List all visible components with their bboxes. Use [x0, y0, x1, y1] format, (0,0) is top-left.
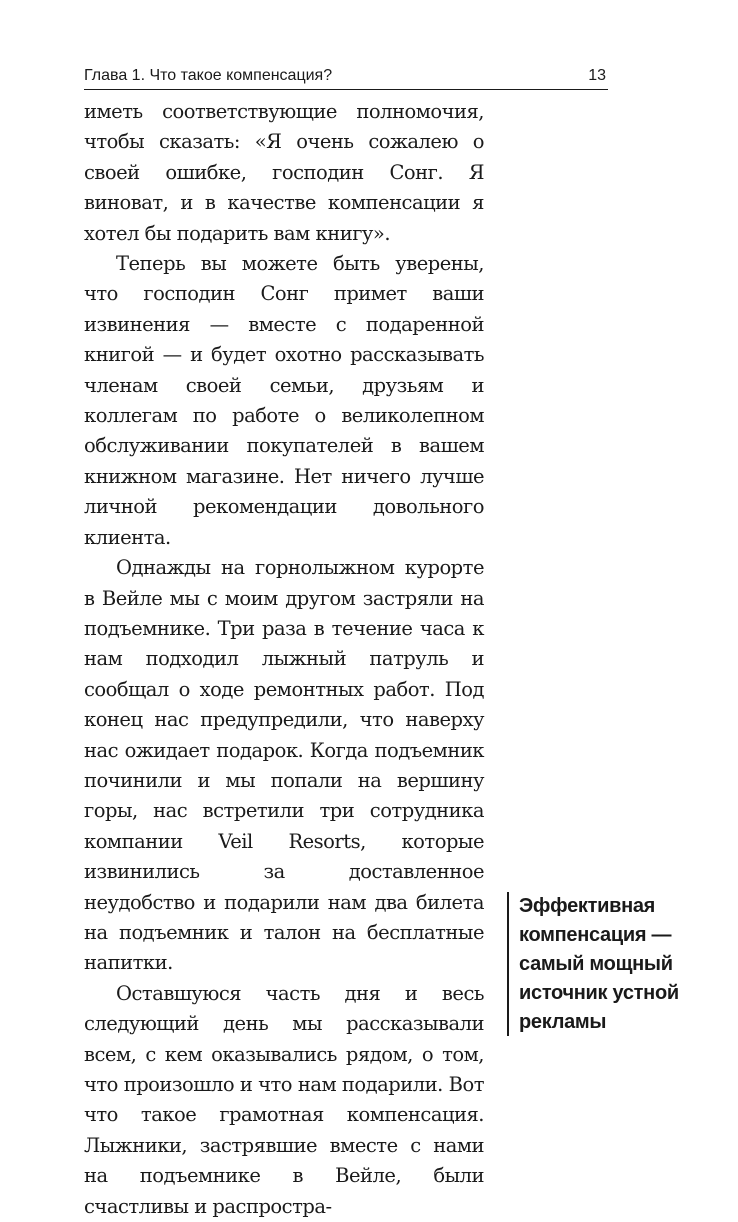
callout-line-1: Эффективная: [519, 895, 656, 917]
paragraph-1: иметь соответствующие полномочия, чтобы сказать: «Я очень сожалею о своей ошибке, господин Сонг. Я виноват, и в качестве компенсации я хотел бы подарить вам книгу».: [84, 100, 484, 245]
margin-callout: [507, 892, 707, 1036]
callout-line-4: источник устной: [519, 982, 679, 1004]
page-number: 13: [588, 67, 606, 84]
running-header: [84, 62, 608, 90]
header-divider: [84, 89, 608, 90]
callout-line-5: рекламы: [519, 1011, 607, 1033]
paragraph-3: Однажды на горнолыжном курорте в Вейле мы с моим другом застряли на подъемнике. Три раза в течение часа к нам подходил лыжный патруль и сообщал о ходе ремонтных работ. Под конец нас предупредили, что наверху нас ожидает подарок. Когда подъемник починили и мы попали на вершину горы, нас встретили три сотрудника компании Veil Resorts, которые извинились за доставленное неудобство и подарили нам два билета на подъемник и талон на бесплатные напитки.: [84, 556, 484, 975]
main-text-column: [84, 97, 484, 1222]
paragraph-4: Оставшуюся часть дня и весь следующий день мы рассказывали всем, с кем оказывались рядом, о том, что произошло и что нам подарили. Вот что такое грамотная компенсация. Лыжники, застрявшие вместе с нами на подъемнике в Вейле, были счастливы и распростра-: [84, 981, 484, 1218]
callout-line-3: самый мощный: [519, 953, 673, 975]
paragraph-2: Теперь вы можете быть уверены, что господин Сонг примет ваши извинения — вместе с подаренной книгой — и будет охотно рассказывать членам своей семьи, друзьям и коллегам по работе о великолепном обслуживании покупателей в вашем книжном магазине. Нет ничего лучше личной рекомендации довольного клиента.: [84, 252, 484, 549]
callout-line-2: компенсация —: [519, 924, 672, 946]
chapter-title: Глава 1. Что такое компенсация?: [84, 67, 333, 84]
